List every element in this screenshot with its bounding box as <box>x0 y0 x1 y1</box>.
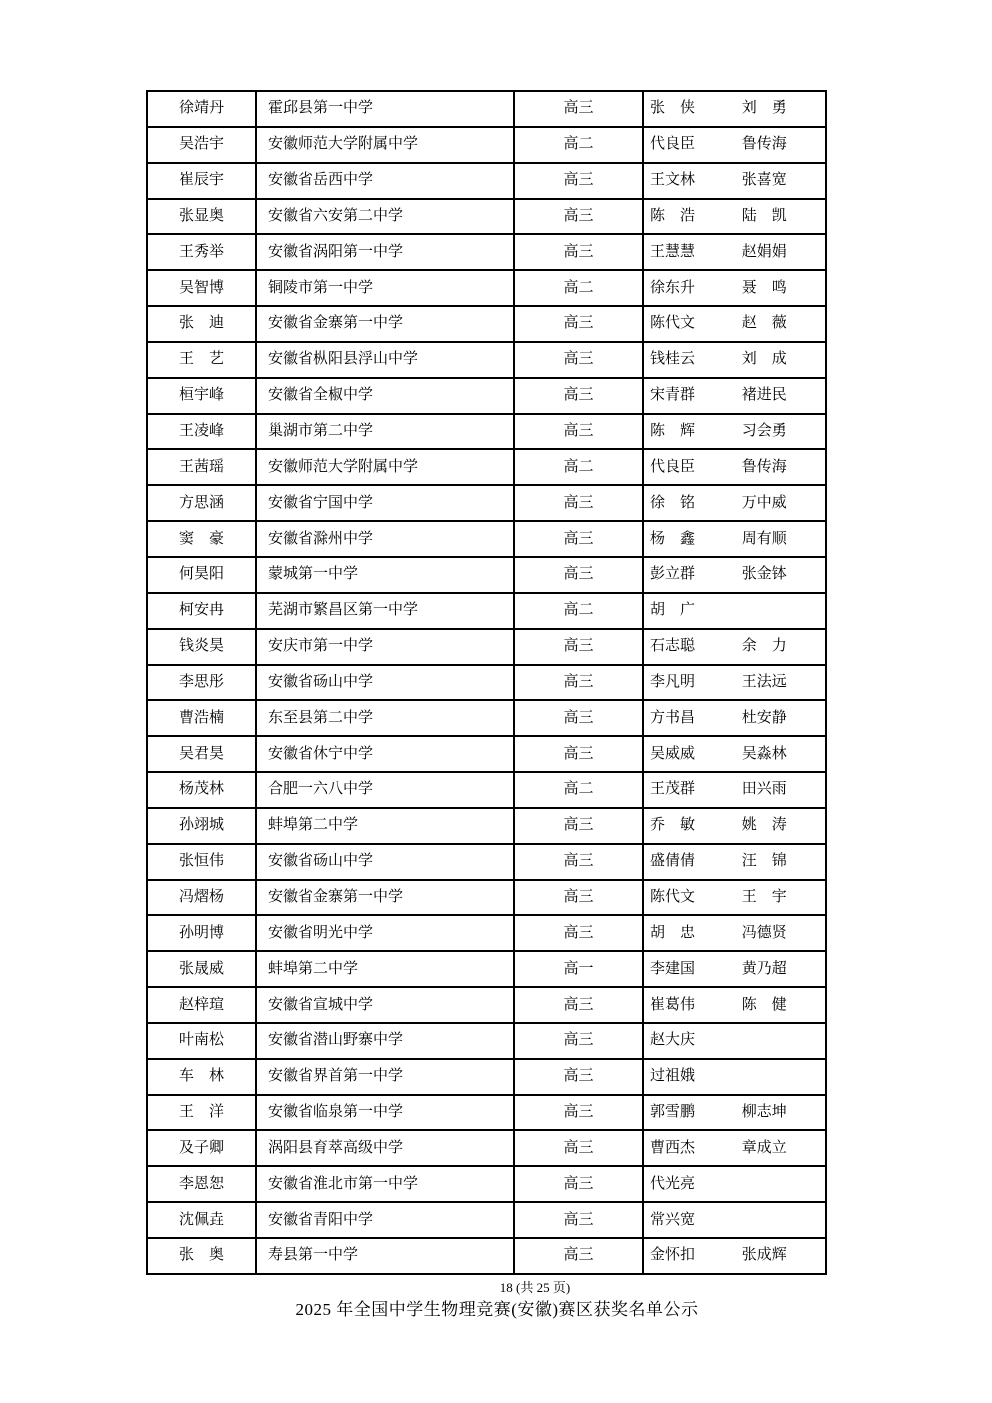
teachers-cell <box>643 234 826 270</box>
grade-cell: 高三 <box>514 629 643 665</box>
teacher-2: 章成立 <box>741 1139 787 1156</box>
teacher-2: 柳志坤 <box>741 1104 787 1121</box>
teachers-cell <box>643 199 826 235</box>
school-cell: 安徽省全椒中学 <box>256 378 514 414</box>
school-cell: 霍邱县第一中学 <box>256 91 514 127</box>
teacher-1: 陈 辉 <box>650 423 696 440</box>
teachers-cell <box>643 736 826 772</box>
table-row <box>147 449 826 485</box>
grade-cell: 高二 <box>514 127 643 163</box>
awards-table-body <box>147 91 826 1274</box>
teacher-2: 鲁传海 <box>741 136 787 153</box>
table-row <box>147 342 826 378</box>
teachers-cell <box>643 915 826 951</box>
table-row <box>147 1238 826 1274</box>
teachers-cell <box>643 700 826 736</box>
grade-cell: 高三 <box>514 91 643 127</box>
school-cell: 安庆市第一中学 <box>256 629 514 665</box>
student-name-cell: 冯熠杨 <box>147 880 256 916</box>
school-cell: 涡阳县育萃高级中学 <box>256 1130 514 1166</box>
grade-cell: 高三 <box>514 1059 643 1095</box>
teachers-cell <box>643 880 826 916</box>
table-row <box>147 880 826 916</box>
teacher-2: 张成辉 <box>741 1247 787 1264</box>
table-row <box>147 414 826 450</box>
school-cell: 安徽省宁国中学 <box>256 485 514 521</box>
teacher-2: 刘 成 <box>741 351 787 368</box>
teacher-2: 余 力 <box>741 638 787 655</box>
teacher-1: 王慧慧 <box>650 243 696 260</box>
table-row <box>147 808 826 844</box>
teacher-1: 李凡明 <box>650 673 696 690</box>
student-name-cell: 吴君昊 <box>147 736 256 772</box>
school-cell: 芜湖市繁昌区第一中学 <box>256 593 514 629</box>
teacher-2: 张金钵 <box>741 566 787 583</box>
grade-cell: 高三 <box>514 557 643 593</box>
table-row <box>147 91 826 127</box>
school-cell: 蒙城第一中学 <box>256 557 514 593</box>
teacher-1: 胡 忠 <box>650 924 696 941</box>
table-row <box>147 521 826 557</box>
grade-cell: 高三 <box>514 987 643 1023</box>
student-name-cell: 王茜瑶 <box>147 449 256 485</box>
school-cell: 安徽省滁州中学 <box>256 521 514 557</box>
table-row <box>147 736 826 772</box>
table-row <box>147 163 826 199</box>
teacher-2: 张喜宽 <box>741 172 787 189</box>
teacher-2: 万中威 <box>741 494 787 511</box>
teacher-2: 陆 凯 <box>741 207 787 224</box>
school-cell: 安徽省砀山中学 <box>256 844 514 880</box>
grade-cell: 高三 <box>514 1166 643 1202</box>
student-name-cell: 赵梓瑄 <box>147 987 256 1023</box>
teachers-cell <box>643 414 826 450</box>
table-row <box>147 1059 826 1095</box>
teacher-1: 杨 鑫 <box>650 530 696 547</box>
grade-cell: 高二 <box>514 449 643 485</box>
teachers-cell <box>643 1095 826 1131</box>
grade-cell: 高三 <box>514 1202 643 1238</box>
student-name-cell: 杨茂林 <box>147 772 256 808</box>
teacher-2: 赵娟娟 <box>741 243 787 260</box>
student-name-cell: 张晟威 <box>147 951 256 987</box>
school-cell: 安徽省金寨第一中学 <box>256 880 514 916</box>
teacher-2: 陈 健 <box>741 996 787 1013</box>
table-row <box>147 987 826 1023</box>
teachers-cell <box>643 557 826 593</box>
grade-cell: 高三 <box>514 414 643 450</box>
teacher-1: 陈 浩 <box>650 207 696 224</box>
school-cell: 安徽省岳西中学 <box>256 163 514 199</box>
grade-cell: 高三 <box>514 234 643 270</box>
student-name-cell: 车 林 <box>147 1059 256 1095</box>
teacher-1: 郭雪鹏 <box>650 1104 696 1121</box>
grade-cell: 高三 <box>514 1095 643 1131</box>
table-row <box>147 844 826 880</box>
teacher-1: 王茂群 <box>650 781 696 798</box>
school-cell: 合肥一六八中学 <box>256 772 514 808</box>
grade-cell: 高三 <box>514 1130 643 1166</box>
student-name-cell: 及子卿 <box>147 1130 256 1166</box>
table-row <box>147 234 826 270</box>
school-cell: 安徽师范大学附属中学 <box>256 449 514 485</box>
teachers-cell <box>643 593 826 629</box>
teacher-1: 代良臣 <box>650 458 696 475</box>
teacher-1: 赵大庆 <box>650 1032 696 1049</box>
grade-cell: 高三 <box>514 163 643 199</box>
teacher-1: 曹西杰 <box>650 1139 696 1156</box>
grade-cell: 高二 <box>514 270 643 306</box>
teacher-1: 陈代文 <box>650 315 696 332</box>
teachers-cell <box>643 91 826 127</box>
teacher-1: 崔葛伟 <box>650 996 696 1013</box>
student-name-cell: 李思彤 <box>147 665 256 701</box>
teacher-2: 褚进民 <box>741 387 787 404</box>
teacher-1: 代光亮 <box>650 1175 696 1192</box>
teacher-1: 胡 广 <box>650 602 696 619</box>
student-name-cell: 张显奥 <box>147 199 256 235</box>
school-cell: 安徽省休宁中学 <box>256 736 514 772</box>
student-name-cell: 王 艺 <box>147 342 256 378</box>
school-cell: 安徽省临泉第一中学 <box>256 1095 514 1131</box>
teacher-2: 赵 薇 <box>741 315 787 332</box>
student-name-cell: 张 奥 <box>147 1238 256 1274</box>
student-name-cell: 钱炎昊 <box>147 629 256 665</box>
teachers-cell <box>643 449 826 485</box>
school-cell: 蚌埠第二中学 <box>256 951 514 987</box>
grade-cell: 高三 <box>514 844 643 880</box>
teachers-cell <box>643 1238 826 1274</box>
teachers-cell <box>643 1202 826 1238</box>
teacher-2: 杜安静 <box>741 709 787 726</box>
school-cell: 蚌埠第二中学 <box>256 808 514 844</box>
teacher-1: 过祖娥 <box>650 1068 696 1085</box>
teachers-cell <box>643 1059 826 1095</box>
student-name-cell: 沈佩垚 <box>147 1202 256 1238</box>
footer-title: 2025 年全国中学生物理竞赛(安徽)赛区获奖名单公示 <box>295 1300 699 1319</box>
teachers-cell <box>643 987 826 1023</box>
teachers-cell <box>643 485 826 521</box>
awards-table <box>146 90 827 1275</box>
student-name-cell: 吴智博 <box>147 270 256 306</box>
school-cell: 安徽省青阳中学 <box>256 1202 514 1238</box>
table-row <box>147 1202 826 1238</box>
table-row <box>147 485 826 521</box>
teacher-1: 吴威威 <box>650 745 696 762</box>
table-row <box>147 378 826 414</box>
school-cell: 安徽省六安第二中学 <box>256 199 514 235</box>
teacher-2: 田兴雨 <box>741 781 787 798</box>
teachers-cell <box>643 378 826 414</box>
teachers-cell <box>643 951 826 987</box>
teachers-cell <box>643 1130 826 1166</box>
teacher-1: 宋青群 <box>650 387 696 404</box>
table-row <box>147 557 826 593</box>
teachers-cell <box>643 163 826 199</box>
teacher-1: 方书昌 <box>650 709 696 726</box>
teachers-cell <box>643 270 826 306</box>
teacher-1: 徐东升 <box>650 279 696 296</box>
teachers-cell <box>643 772 826 808</box>
table-row <box>147 1130 826 1166</box>
grade-cell: 高三 <box>514 1238 643 1274</box>
student-name-cell: 王凌峰 <box>147 414 256 450</box>
grade-cell: 高三 <box>514 880 643 916</box>
grade-cell: 高三 <box>514 808 643 844</box>
student-name-cell: 张恒伟 <box>147 844 256 880</box>
teachers-cell <box>643 1023 826 1059</box>
student-name-cell: 孙明博 <box>147 915 256 951</box>
teacher-1: 张 侠 <box>650 100 696 117</box>
table-row <box>147 1166 826 1202</box>
teacher-1: 金怀扣 <box>650 1247 696 1264</box>
teacher-1: 常兴宽 <box>650 1211 696 1228</box>
grade-cell: 高三 <box>514 736 643 772</box>
table-row <box>147 306 826 342</box>
teacher-2: 王法远 <box>741 673 787 690</box>
school-cell: 东至县第二中学 <box>256 700 514 736</box>
table-row <box>147 270 826 306</box>
teacher-2: 汪 锦 <box>741 853 787 870</box>
table-row <box>147 951 826 987</box>
table-row <box>147 199 826 235</box>
grade-cell: 高三 <box>514 306 643 342</box>
teachers-cell <box>643 306 826 342</box>
grade-cell: 高三 <box>514 665 643 701</box>
teacher-2: 鲁传海 <box>741 458 787 475</box>
grade-cell: 高三 <box>514 342 643 378</box>
student-name-cell: 徐靖丹 <box>147 91 256 127</box>
school-cell: 安徽师范大学附属中学 <box>256 127 514 163</box>
school-cell: 安徽省明光中学 <box>256 915 514 951</box>
school-cell: 安徽省砀山中学 <box>256 665 514 701</box>
table-row <box>147 700 826 736</box>
teacher-1: 李建国 <box>650 960 696 977</box>
grade-cell: 高三 <box>514 378 643 414</box>
student-name-cell: 方思涵 <box>147 485 256 521</box>
student-name-cell: 柯安冉 <box>147 593 256 629</box>
teacher-1: 钱桂云 <box>650 351 696 368</box>
grade-cell: 高一 <box>514 951 643 987</box>
grade-cell: 高三 <box>514 915 643 951</box>
teachers-cell <box>643 342 826 378</box>
table-row <box>147 593 826 629</box>
teachers-cell <box>643 521 826 557</box>
grade-cell: 高三 <box>514 700 643 736</box>
table-row <box>147 1023 826 1059</box>
student-name-cell: 李恩恕 <box>147 1166 256 1202</box>
school-cell: 安徽省枞阳县浮山中学 <box>256 342 514 378</box>
table-row <box>147 665 826 701</box>
school-cell: 安徽省宣城中学 <box>256 987 514 1023</box>
teacher-2: 黄乃超 <box>741 960 787 977</box>
teacher-1: 彭立群 <box>650 566 696 583</box>
student-name-cell: 窦 豪 <box>147 521 256 557</box>
teacher-2: 王 宇 <box>741 888 787 905</box>
student-name-cell: 张 迪 <box>147 306 256 342</box>
teachers-cell <box>643 127 826 163</box>
teacher-2: 姚 涛 <box>741 817 787 834</box>
student-name-cell: 叶南松 <box>147 1023 256 1059</box>
teacher-2: 习会勇 <box>741 423 787 440</box>
page-number: 18 (共 25 页) <box>499 1280 571 1295</box>
school-cell: 安徽省界首第一中学 <box>256 1059 514 1095</box>
student-name-cell: 崔辰宇 <box>147 163 256 199</box>
school-cell: 铜陵市第一中学 <box>256 270 514 306</box>
teachers-cell <box>643 844 826 880</box>
table-row <box>147 772 826 808</box>
grade-cell: 高三 <box>514 485 643 521</box>
school-cell: 安徽省潜山野寨中学 <box>256 1023 514 1059</box>
student-name-cell: 吴浩宇 <box>147 127 256 163</box>
teacher-2: 吴淼林 <box>741 745 787 762</box>
table-row <box>147 629 826 665</box>
teacher-2: 冯德贤 <box>741 924 787 941</box>
teacher-1: 王文林 <box>650 172 696 189</box>
grade-cell: 高三 <box>514 521 643 557</box>
teacher-1: 徐 铭 <box>650 494 696 511</box>
school-cell: 安徽省涡阳第一中学 <box>256 234 514 270</box>
grade-cell: 高二 <box>514 772 643 808</box>
table-row <box>147 127 826 163</box>
student-name-cell: 王秀举 <box>147 234 256 270</box>
teachers-cell <box>643 665 826 701</box>
grade-cell: 高三 <box>514 199 643 235</box>
teacher-2: 聂 鸣 <box>741 279 787 296</box>
teacher-1: 陈代文 <box>650 888 696 905</box>
student-name-cell: 曹浩楠 <box>147 700 256 736</box>
student-name-cell: 王 洋 <box>147 1095 256 1131</box>
school-cell: 安徽省淮北市第一中学 <box>256 1166 514 1202</box>
grade-cell: 高三 <box>514 1023 643 1059</box>
student-name-cell: 何昊阳 <box>147 557 256 593</box>
teacher-1: 盛倩倩 <box>650 853 696 870</box>
teachers-cell <box>643 808 826 844</box>
table-row <box>147 915 826 951</box>
teacher-1: 石志聪 <box>650 638 696 655</box>
school-cell: 安徽省金寨第一中学 <box>256 306 514 342</box>
student-name-cell: 桓宇峰 <box>147 378 256 414</box>
table-row <box>147 1095 826 1131</box>
teacher-1: 乔 敏 <box>650 817 696 834</box>
grade-cell: 高二 <box>514 593 643 629</box>
teacher-2: 刘 勇 <box>741 100 787 117</box>
school-cell: 寿县第一中学 <box>256 1238 514 1274</box>
teacher-2: 周有顺 <box>741 530 787 547</box>
student-name-cell: 孙翊城 <box>147 808 256 844</box>
school-cell: 巢湖市第二中学 <box>256 414 514 450</box>
teacher-1: 代良臣 <box>650 136 696 153</box>
teachers-cell <box>643 1166 826 1202</box>
teachers-cell <box>643 629 826 665</box>
